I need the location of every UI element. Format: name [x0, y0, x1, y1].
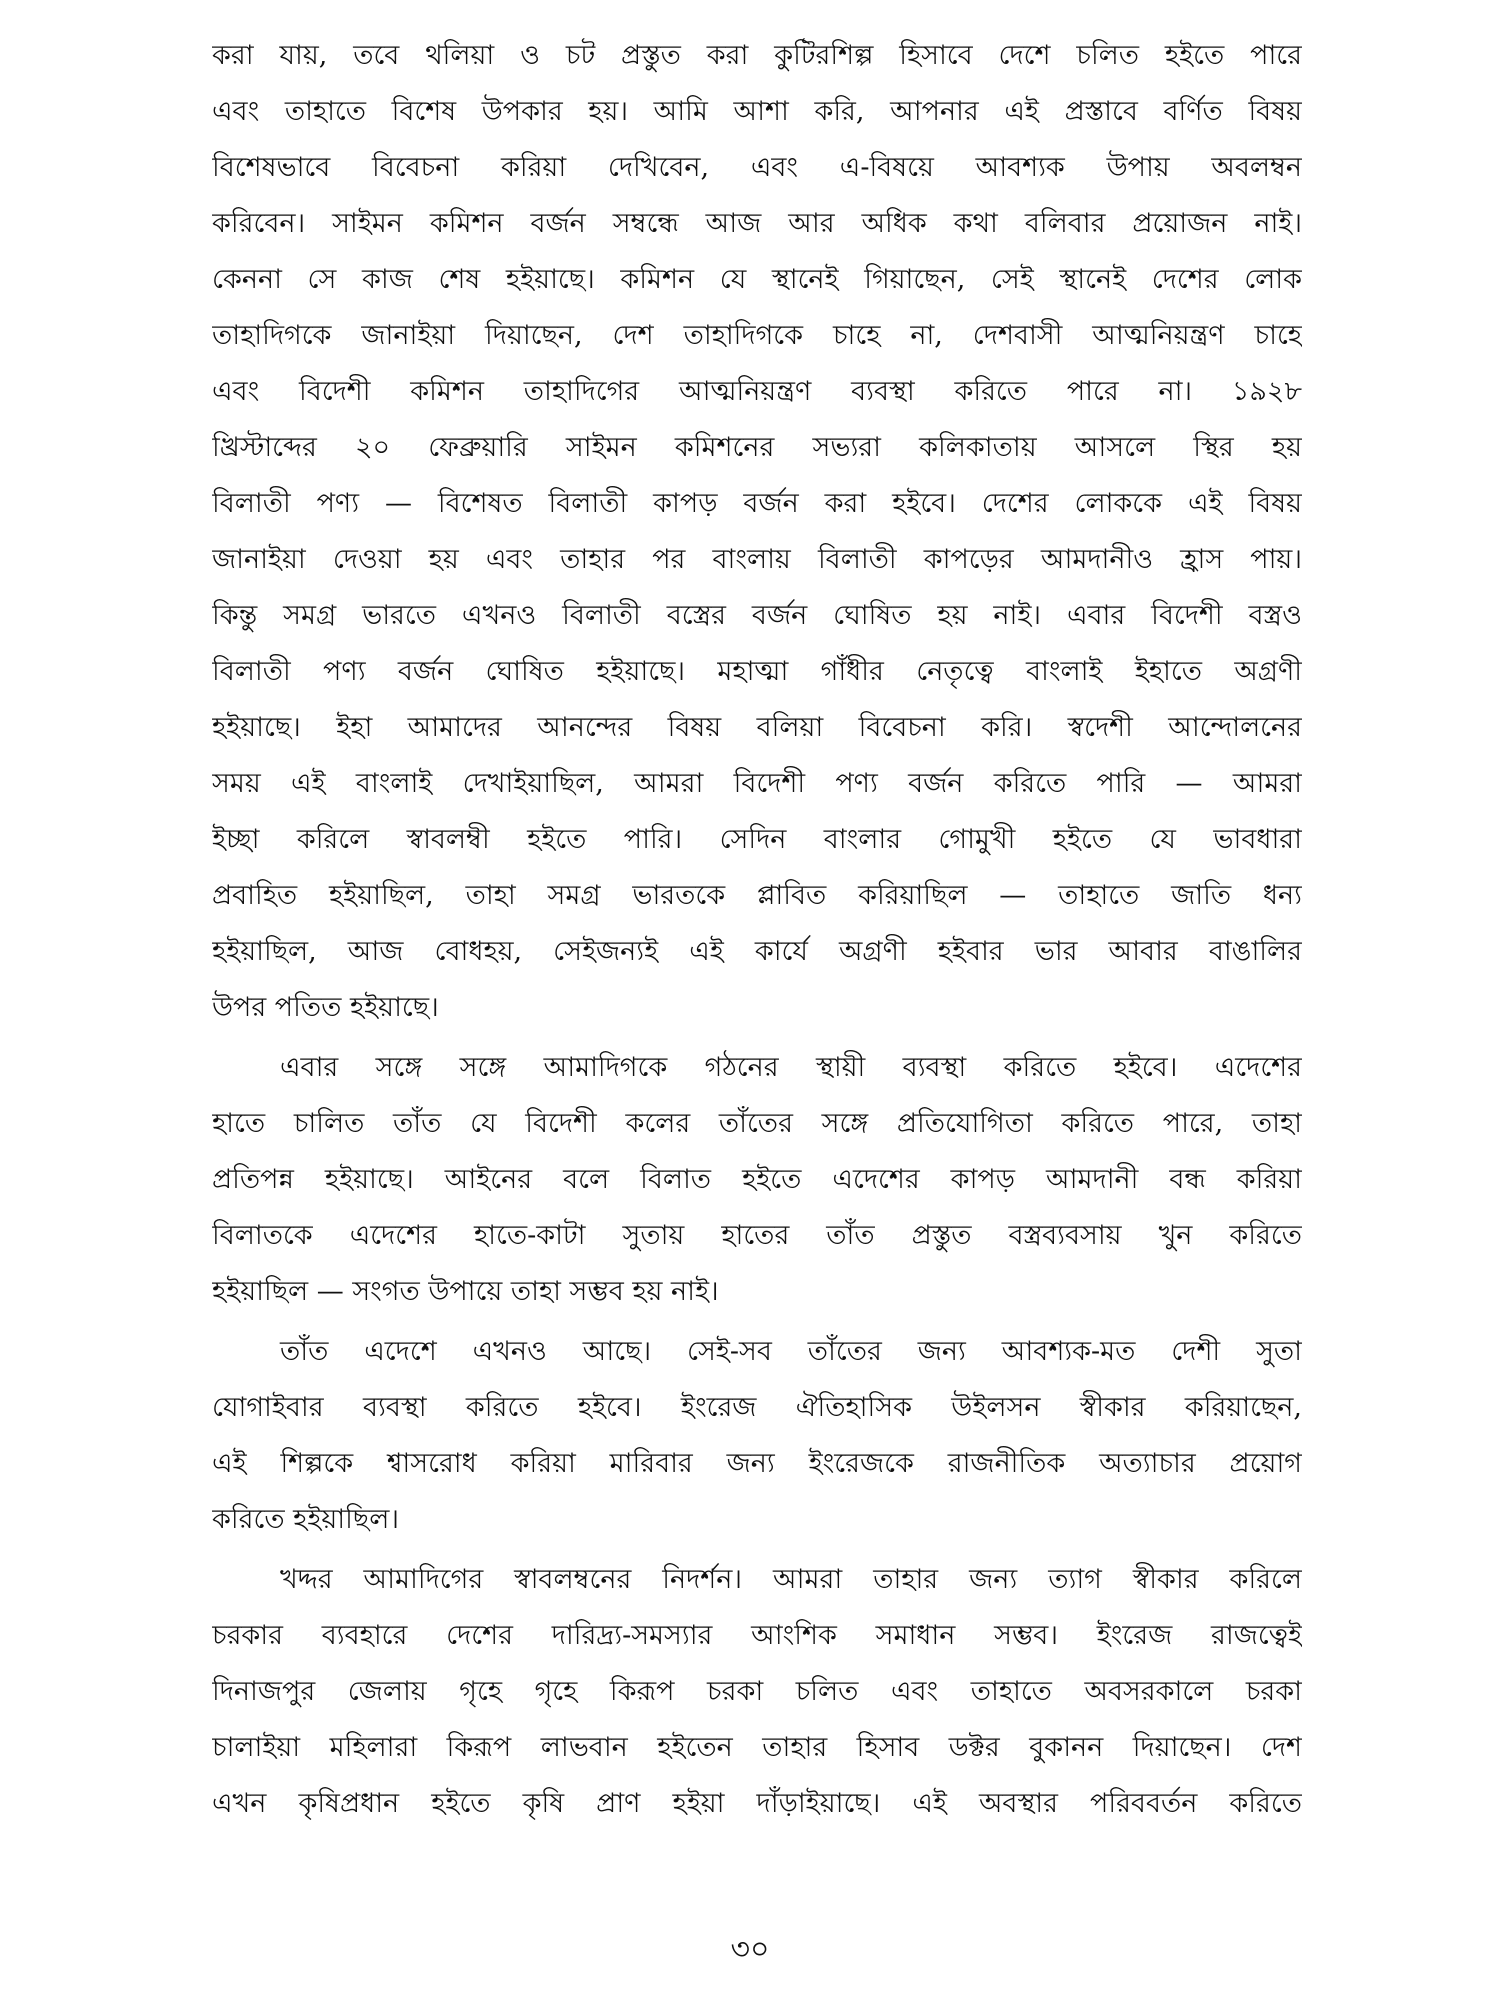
text-line: উপর পতিত হইয়াছে। [212, 992, 439, 1023]
paragraph [212, 1324, 1302, 1548]
text-line: ইচ্ছা করিলে স্বাবলম্বী হইতে পারি। সেদিন বাংলার গোমুখী হইতে যে ভাবধারা [212, 824, 1302, 855]
page-number: ৩০ [730, 1932, 770, 1967]
body-text [212, 28, 1302, 1832]
text-line: প্রবাহিত হইয়াছিল, তাহা সমগ্র ভারতকে প্লাবিত করিয়াছিল — তাহাতে জাতি ধন্য [212, 880, 1302, 911]
text-line: করিবেন। সাইমন কমিশন বর্জন সম্বন্ধে আজ আর অধিক কথা বলিবার প্রয়োজন নাই। [212, 208, 1302, 239]
text-line: জানাইয়া দেওয়া হয় এবং তাহার পর বাংলায় বিলাতী কাপড়ের আমদানীও হ্রাস পায়। [212, 544, 1302, 575]
paragraph [212, 28, 1302, 1036]
text-line: হইয়াছিল, আজ বোধহয়, সেইজন্যই এই কার্যে অগ্রণী হইবার ভার আবার বাঙালির [212, 936, 1302, 967]
text-line: এই শিল্পকে শ্বাসরোধ করিয়া মারিবার জন্য ইংরেজকে রাজনীতিক অত্যাচার প্রয়োগ [212, 1448, 1302, 1479]
text-line: সময় এই বাংলাই দেখাইয়াছিল, আমরা বিদেশী পণ্য বর্জন করিতে পারি — আমরা [212, 768, 1302, 799]
text-line: কেননা সে কাজ শেষ হইয়াছে। কমিশন যে স্থানেই গিয়াছেন, সেই স্থানেই দেশের লোক [212, 264, 1302, 295]
text-line: হইয়াছে। ইহা আমাদের আনন্দের বিষয় বলিয়া বিবেচনা করি। স্বদেশী আন্দোলনের [212, 712, 1302, 743]
text-line: বিলাতী পণ্য বর্জন ঘোষিত হইয়াছে। মহাত্মা গাঁধীর নেতৃত্বে বাংলাই ইহাতে অগ্রণী [212, 656, 1302, 687]
text-line: চালাইয়া মহিলারা কিরূপ লাভবান হইতেন তাহার হিসাব ডক্টর বুকানন দিয়াছেন। দেশ [212, 1732, 1302, 1763]
text-line: কিন্তু সমগ্র ভারতে এখনও বিলাতী বস্ত্রের বর্জন ঘোষিত হয় নাই। এবার বিদেশী বস্ত্রও [212, 600, 1302, 631]
text-line: যোগাইবার ব্যবস্থা করিতে হইবে। ইংরেজ ঐতিহাসিক উইলসন স্বীকার করিয়াছেন, [212, 1392, 1302, 1423]
text-line: হাতে চালিত তাঁত যে বিদেশী কলের তাঁতের সঙ্গে প্রতিযোগিতা করিতে পারে, তাহা [212, 1108, 1302, 1139]
text-line: করিতে হইয়াছিল। [212, 1504, 399, 1535]
text-line: প্রতিপন্ন হইয়াছে। আইনের বলে বিলাত হইতে এদেশের কাপড় আমদানী বন্ধ করিয়া [212, 1164, 1302, 1195]
paragraph [212, 1552, 1302, 1832]
text-line: বিলাতকে এদেশের হাতে-কাটা সুতায় হাতের তাঁত প্রস্তুত বস্ত্রব্যবসায় খুন করিতে [212, 1220, 1302, 1251]
paragraph [212, 1040, 1302, 1320]
text-line: করা যায়, তবে থলিয়া ও চট প্রস্তুত করা কুটিরশিল্প হিসাবে দেশে চলিত হইতে পারে [212, 40, 1302, 71]
text-line: এবং বিদেশী কমিশন তাহাদিগের আত্মনিয়ন্ত্রণ ব্যবস্থা করিতে পারে না। ১৯২৮ [212, 376, 1302, 407]
text-line: তাহাদিগকে জানাইয়া দিয়াছেন, দেশ তাহাদিগকে চাহে না, দেশবাসী আত্মনিয়ন্ত্রণ চাহে [212, 320, 1302, 351]
text-line: চরকার ব্যবহারে দেশের দারিদ্র্য-সমস্যার আংশিক সমাধান সম্ভব। ইংরেজ রাজত্বেই [212, 1620, 1302, 1651]
text-line: হইয়াছিল — সংগত উপায়ে তাহা সম্ভব হয় নাই। [212, 1276, 719, 1307]
text-line: দিনাজপুর জেলায় গৃহে গৃহে কিরূপ চরকা চলিত এবং তাহাতে অবসরকালে চরকা [212, 1676, 1302, 1707]
text-line: বিলাতী পণ্য — বিশেষত বিলাতী কাপড় বর্জন করা হইবে। দেশের লোককে এই বিষয় [212, 488, 1302, 519]
text-line: এখন কৃষিপ্রধান হইতে কৃষি প্রাণ হইয়া দাঁড়াইয়াছে। এই অবস্থার পরিববর্তন করিতে [212, 1788, 1302, 1819]
text-line: খদ্দর আমাদিগের স্বাবলম্বনের নিদর্শন। আমরা তাহার জন্য ত্যাগ স্বীকার করিলে [280, 1564, 1302, 1595]
text-line: খ্রিস্টাব্দের ২০ ফেব্রুয়ারি সাইমন কমিশনের সভ্যরা কলিকাতায় আসলে স্থির হয় [212, 432, 1302, 463]
text-line: তাঁত এদেশে এখনও আছে। সেই-সব তাঁতের জন্য আবশ্যক-মত দেশী সুতা [280, 1336, 1302, 1367]
text-line: বিশেষভাবে বিবেচনা করিয়া দেখিবেন, এবং এ-বিষয়ে আবশ্যক উপায় অবলম্বন [212, 152, 1302, 183]
text-line: এবং তাহাতে বিশেষ উপকার হয়। আমি আশা করি, আপনার এই প্রস্তাবে বর্ণিত বিষয় [212, 96, 1302, 127]
text-line: এবার সঙ্গে সঙ্গে আমাদিগকে গঠনের স্থায়ী ব্যবস্থা করিতে হইবে। এদেশের [280, 1052, 1302, 1083]
